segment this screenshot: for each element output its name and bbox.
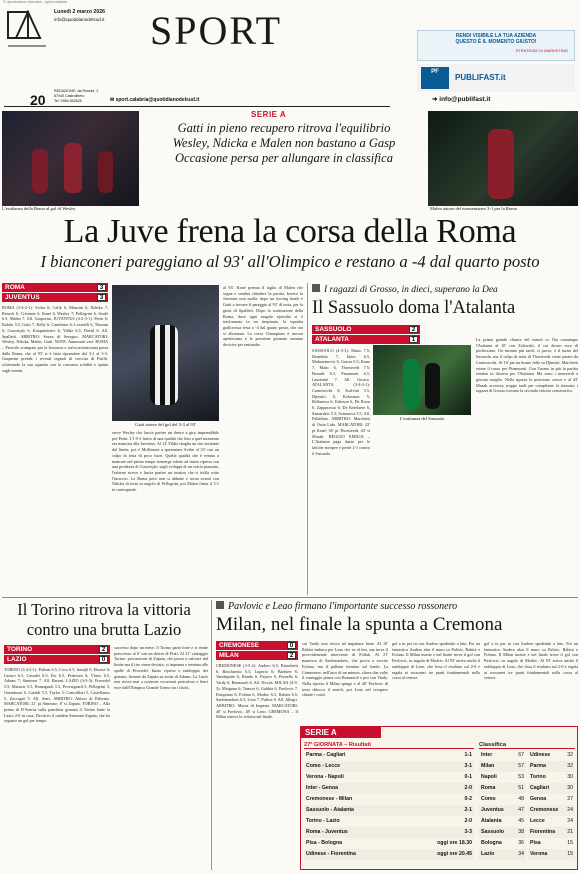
newspaper-logo-icon [6,8,48,52]
standings-table-left [479,750,526,860]
result-row-value: 2-1 [403,805,474,816]
standing-row-label: Cagliari [528,783,564,794]
standings-title: Classifica [479,742,575,749]
standing-row-value: 30 [567,774,573,781]
article-milan-col1: CREMONESE (3-5-2): Audero 6.5; Bianchetti 6, Baschirotto 6.5, Luperto 6; Barbieri 6, Vandeputte 6, Bondo 6, Payero 6, Pezzella 6; Vardy 6, Bonazzoli 6. All. Nicola. MILAN (4-3-3): Maignan 6; Tomori 6, Gabbia 6, Pavlovic 7, Estupinan 6; Fofana 6, Modric 6.5, Rabiot 6.5; Saelemaekers 6.5, Leao 7, Pulisic 6. All. Allegri. ARBITRO: Massa di Imperia. MARCATORI: 40' st Pavlovic, 48' st Leao. CREMONA – Il Milan ritrova la vittoria nel finale. [216,663,298,720]
result-row-label: Sassuolo - Atalanta [304,805,403,816]
standing-row [479,827,526,838]
result-row-value: oggi ore 20.45 [403,849,474,860]
standing-row-value: 15 [567,840,573,847]
result-row-label: Parma - Cagliari [306,752,346,759]
result-row-label: Pisa - Bologna [306,840,343,847]
article-roma-juve-col1: ROMA (3-4-2-1): Svilar 6; Celik 6, Mancini 6, Ndicka 7; Rensch 6, Cristante 6, Koné 6, Wesley 7; Pellegrini 6, Soulé 6.5; Malen 7. All. Gasperini. JUVENTUS (4-2-3-1): Perin 6; Kalulu 5.5, Gatti 7, Kelly 6, Cambiaso 6; Locatelli 6, Thuram 6; Conceição 6, Koopmeiners 6, Yildiz 6.5; David 6. All. Spalletti. ARBITRO: Sozza di Seregno. MARCATORI: Wesley, Ndicka, Malen, Gatti. NOTE: Ammoniti vari. ROMA – Pericolo scampato per la Juventus e un'occasionissima persa dalla Roma, che al 93' si è fatta riprendere dal 3-1 al 3-3. Gasperini prende i recenti segnali di crescita di Pisilli, schierando la sua squadra con la consueta solidità e spinta sugli esterni. [2,305,108,373]
bottom-section-rule [2,597,578,598]
publifast-logo-icon: PF [421,67,449,89]
standing-row-label: Bologna [481,840,502,847]
result-row-label: Inter - Genoa [304,783,403,794]
section-title: SPORT [150,8,283,53]
kicker-sassuolo: I ragazzi di Grosso, in dieci, superano la Dea [312,284,578,295]
ad-box-top[interactable]: RENDI VISIBILE LA TUA AZIENDA QUESTO È IL MOMENTO GIUSTO! STRATEGIE DI MARKETING [417,30,575,61]
column-divider [307,283,308,595]
standing-row [528,772,575,783]
scorebox-sassuolo-atalanta: SASSUOLO 2 ATALANTA 1 [312,325,420,344]
result-row-value: 0-1 [464,774,472,781]
ad-email[interactable]: ➜ info@publifast.it [432,96,491,103]
standing-row [479,849,526,860]
result-row-label: Udinese - Fiorentina [304,849,403,860]
header-divider [4,106,390,107]
standing-row-label: Napoli [481,774,497,781]
standing-row-label: Genoa [530,796,547,803]
standing-row-value: 48 [518,796,524,803]
standing-row-label: Juventus [479,805,514,816]
headline-milan: Milan, nel finale la spunta a Cremona [216,614,503,635]
main-subhead: I bianconeri pareggiano al 93' all'Olimpico e restano a -4 dal quarto posto [40,252,540,271]
standing-row-value: 32 [564,761,575,772]
result-row-label: Torino - Lazio [306,818,340,825]
copyright-line: © riproduzione riservata – sport.calabria [3,0,67,4]
standings-table-right [528,750,575,860]
standing-row-value: 32 [567,752,573,759]
standing-row-value: 36 [518,840,524,847]
newsroom-address: REDAZIONE: via Rossini, 2 87040 Castrolibero Tel. 0984 852828 [54,89,99,103]
article-milan-col2: cui Vardy non riesce ad impattare bene. Al 10' Rabiot imbuca per Leao che va al tiro, ma trova il provvidenziale intervento di Pollak. Al 21' manovra di Saelemaekers, che prova a servire Fofana, ma il pallone termina sul fondo. La Cremonese, nell'arco di un minuto, sfiora due volte il vantaggio prima con Bonazzoli e poi con Vardy. Nella ripresa il Milan spinge e al 40' Pavlovic di testa sblocca il match, poi Leao nel recupero chiude i conti. [302,641,388,698]
standing-row-label: Como [481,796,496,803]
standing-row-value: 38 [514,827,526,838]
standing-row-label: Pisa [530,840,541,847]
kicker-milan: Pavlovic e Leao firmano l'importante successo rossonero [216,601,578,612]
result-row [304,849,474,860]
result-row [304,816,474,827]
result-row [304,761,474,772]
result-row-label: Roma - Juventus [304,827,403,838]
scorebox-cremonese-milan: CREMONESE 0 MILAN 2 [216,641,298,660]
standing-row-value: 34 [514,849,526,860]
square-bullet-icon [216,601,224,609]
standing-row-label: Udinese [530,752,551,759]
standing-row [479,761,526,772]
section-contact[interactable]: ✉ sport.calabria@quotidianodelsud.it [110,97,200,103]
result-row-value: 2-0 [403,783,474,794]
standing-row-label: Torino [530,774,546,781]
standing-row [479,772,526,783]
scorebox-torino-lazio: TORINO 2 LAZIO 0 [4,645,110,664]
standing-row-label: Sassuolo [479,827,514,838]
standing-row-value: 47 [514,805,526,816]
result-row [304,772,474,783]
standing-row-label: Inter [481,752,493,759]
standing-row [479,805,526,816]
article-sassuolo-col2: La prima grande chance del match ce l'ha comunque l'Atalanta al 10' con Zalewski, il cui destro esce di pochissimo. Un minuto più tardi, ci prova, è il turno del Sassuolo, ma il colpo di testa di Thorstvedt viene parato da Carnesecchi. Al 16' per un brutto fallo su Djimsiti, Marchetti estrae il rosso per Pinamonti. Con l'uomo in più la partita sembra in discesa per l'Atalanta. Ma sono i neroverdi a giocare meglio. Nella ripresa la pressione cresce e al 43' Musah accorcia, troppo tardi per completare la rimonta: i ragazzi di Grosso trovano la seconda vittoria consecutiva. [476,337,578,394]
standing-row [528,761,575,772]
result-row [304,783,474,794]
column-divider-2 [211,600,212,870]
result-row-value: 3-3 [403,827,474,838]
hero-deck: Gatti in pieno recupero ritrova l'equilibrio Wesley, Ndicka e Malen non bastano a Gasp Occasione persa per allungare in classifica [172,121,396,165]
result-row-value: oggi ore 18.30 [437,840,472,847]
mouse-pointer-icon: ➜ [432,96,440,103]
standing-row [479,750,526,761]
standing-row-value: 57 [514,761,526,772]
result-row-value: 0-2 [464,796,472,803]
standing-row-label: Fiorentina [528,827,564,838]
standing-row-value: 45 [518,818,524,825]
masthead-logo [6,8,48,52]
standing-row-value: 15 [564,849,575,860]
photo-malen [428,111,578,206]
issue-date: Lunedì 2 marzo 2026 [54,9,106,15]
standing-row-label: Roma [479,783,514,794]
ad-brand-box[interactable]: PF PUBLIFAST.it [417,64,575,92]
result-row [304,827,474,838]
result-row-label: Como - Lecce [304,761,403,772]
article-roma-juve-col3: al 93'. Koné premia il taglio di Malen che segna e sembra chiudere la partita. Invece la Juventus non molla: dopo un forcing finale è Gatti a trovare il pareggio al 93' di testa, per la gioia di Spalletti. Dopo la sostituzione della Roma, dove ogni singolo episodio si è trasformato in un rimpianto, la squadra giallorossa resta a -4 dal quarto posto, che ora si allontana. La corsa Champions è ancora apertissima e le prossime giornate saranno decisive per entrambe. [223,285,303,348]
standing-row [528,794,575,805]
caption-right: Malen autore del momentaneo 3-1 per la Roma [430,206,517,211]
standing-row [479,783,526,794]
standing-row-value: 30 [564,783,575,794]
results-table [304,750,474,860]
round-label: 27ª GIORNATA – Risultati [304,742,474,749]
article-milan-col4: gol a tu per tu con Audero spedendo a lato. Poi un fantastico Audero alza il muro su Pulisic, Rabiot e Fofana. Il Milan insiste e nel finale trova il gol con Pavlovic, su angolo di Modric. Al 93' arriva anche il raddoppio di Leao, che fissa il risultato sul 2-0 e regala ai rossoneri tre punti fondamentali nella corsa al vertice. [484,641,578,681]
article-roma-juve-col2: serve Wesley che lascia partire un destro a giro imprendibile per Perin. L'1-0 è frutto di una qualità che fino a quel momento era mancata alla Juventus. Al 14' Yildiz sbaglia un tiro invitante dal limite, poi è McKennie a spaventare Svilar al 33' con un colpo di testa di poco fuori. Quella qualità che è venuta a mancare nel primo tempo riemerge subito ad inizio ripresa con una prodezza di Conceição: sugli sviluppi di un calcio piazzato, l'esterno riceve e lascia partire un sinistro che si infila sotto l'incrocio. La Roma però non si abbatte e torna avanti con Ndicka di testa su angolo di Pellegrini, poi Malen firma il 3-1 in contropiede. [112,430,219,493]
result-row [304,750,474,761]
scorebox-roma-juve: ROMA 3 JUVENTUS 3 [2,283,108,302]
standing-row-label: Verona [528,849,564,860]
headline-torino: Il Torino ritrova la vittoria contro una brutta Lazio [17,600,191,639]
result-row [304,794,474,805]
article-milan-col3: gol a tu per tu con Audero spedendo a lato. Poi un fantastico Audero alza il muro su Pulisic, Rabiot e Fofana. Il Milan insiste e nel finale trova il gol con Pavlovic, su angolo di Modric. Al 93' arriva anche il raddoppio di Leao, che fissa il risultato sul 2-0 e regala ai rossoneri tre punti fondamentali nella corsa al vertice. [392,641,480,681]
article-sassuolo-col1: SASSUOLO (4-3-3): Muric 7.5; Doumbia 7, Idzes 6.5, Muharemovic 6, Garcia 6.5; Kone 7, Matic 6, Thorstvedt 7.5; Berardi 6.5, Pinamonti 6.5, Laurienté 7. All. Grosso. ATALANTA (3-4-2-1): Carnesecchi 6; Scalvini 5.5, Djimsiti 6, Kolasinac 5; Bellanova 6, Ederson 6, De Roon 6, Zappacosta 6; De Ketelaere 6, Samardzic 5.5; Scamacca 5.5. All. Palladino. ARBITRO: Marchetti di Ostia Lido. MARCATORI: 23' pt Koné, 36' pt Thorstvedt, 43' st Musah. REGGIO EMILIA – L'Atalanta paga dazio per le fatiche europee e perde 2-1 contro il Sassuolo. [312,348,370,456]
standing-row [479,816,526,827]
result-row-value: 3-1 [403,761,474,772]
caption-gatti: Gatti autore del gol del 3-3 al 93' [135,422,196,427]
standing-row-value: 24 [567,818,573,825]
page-number: 20 [30,92,46,108]
caption-left: L'esultanza della Roma al gol di Wesley [2,206,76,211]
standing-row [528,849,575,860]
photo-sassuolo [373,345,471,415]
results-box [300,726,578,870]
photo-roma-celebration [2,111,139,206]
result-row-value: 2-0 [464,818,472,825]
standing-row-label: Milan [479,761,514,772]
standing-row-label: Lecce [530,818,545,825]
standing-row-value: 24 [564,805,575,816]
caption-sassuolo: L'esultanza del Sassuolo [399,416,445,421]
standing-row [528,816,575,827]
photo-gatti [112,285,219,421]
main-headline: La Juve frena la corsa della Roma [63,213,517,250]
standing-row [528,750,575,761]
article-torino-col2: successo dopo un mese. Il Torino parte forte e si rende pericoloso al 6' con un destro di Prati. Al 21' vantaggio Torino: percussione di Zapata, che prova a calciare dal limite ma il tiro viene deviato, si impenna e termina alle spalle di Provedel. Inizio ripresa e raddoppio dei granata, firmato da Zapata su assist di Adams. La Lazio non riesce mai a costruire occasioni pericolose e Sarri esce dall'Olimpico Grande Torino tra i fischi. [114,645,208,690]
envelope-icon: ✉ [110,97,116,103]
standing-row-value: 51 [514,783,526,794]
standing-row-label: Atalanta [481,818,502,825]
results-title: SERIE A [301,727,381,738]
standing-row-value: 27 [567,796,573,803]
result-row-label: Cremonese - Milan [306,796,353,803]
headline-sassuolo: Il Sassuolo doma l'Atalanta [312,298,516,318]
standing-row [528,838,575,849]
standing-row [479,794,526,805]
standing-row-label: Cremonese [528,805,564,816]
standing-row [528,805,575,816]
result-row [304,838,474,849]
standing-row [528,783,575,794]
standing-row [528,827,575,838]
kicker-serie-a: SERIE A [251,110,287,119]
article-torino-col1: TORINO (3-4-2-1): Paleari 6.5; Coco 6.5, Ismajli 6, Ebosse 6; Lazaro 6.5, Casadei 6.5, Ilic 6.5, Pedersen 6; Vlasic 6.5, Adams 7; Simeone 7. All. Baroni. LAZIO (4-3-3): Provedel 5.5; Marusic 5.5, Romagnoli 5.5, Provstgaard 5, Pellegrini 5; Guendouzi 6, Cataldi 5.5, Taylor 5; Cancellieri 5, Castellanos 5, Zaccagni 5. All. Sarri. ARBITRO: Abisso di Palermo. MARCATORI: 21' pt Simeone, 8' st Zapata. TORINO – Alla prima di D'Aversa sulla panchina granata il Torino batte la Lazio 2-0 in casa. Decisivo il tandem Simeone-Zapata, che ha segnato un gol per tempo. [4,667,110,724]
square-bullet-icon [312,284,320,292]
result-row [304,805,474,816]
standing-row-value: 53 [518,774,524,781]
standing-row-label: Parma [528,761,564,772]
standing-row [479,838,526,849]
standing-row-value: 21 [564,827,575,838]
result-row-label: Verona - Napoli [306,774,344,781]
standing-row-value: 67 [518,752,524,759]
header-email[interactable]: info@quotidianodelsud.it [54,17,105,22]
result-row-value: 1-1 [464,752,472,759]
standing-row-label: Lazio [479,849,514,860]
